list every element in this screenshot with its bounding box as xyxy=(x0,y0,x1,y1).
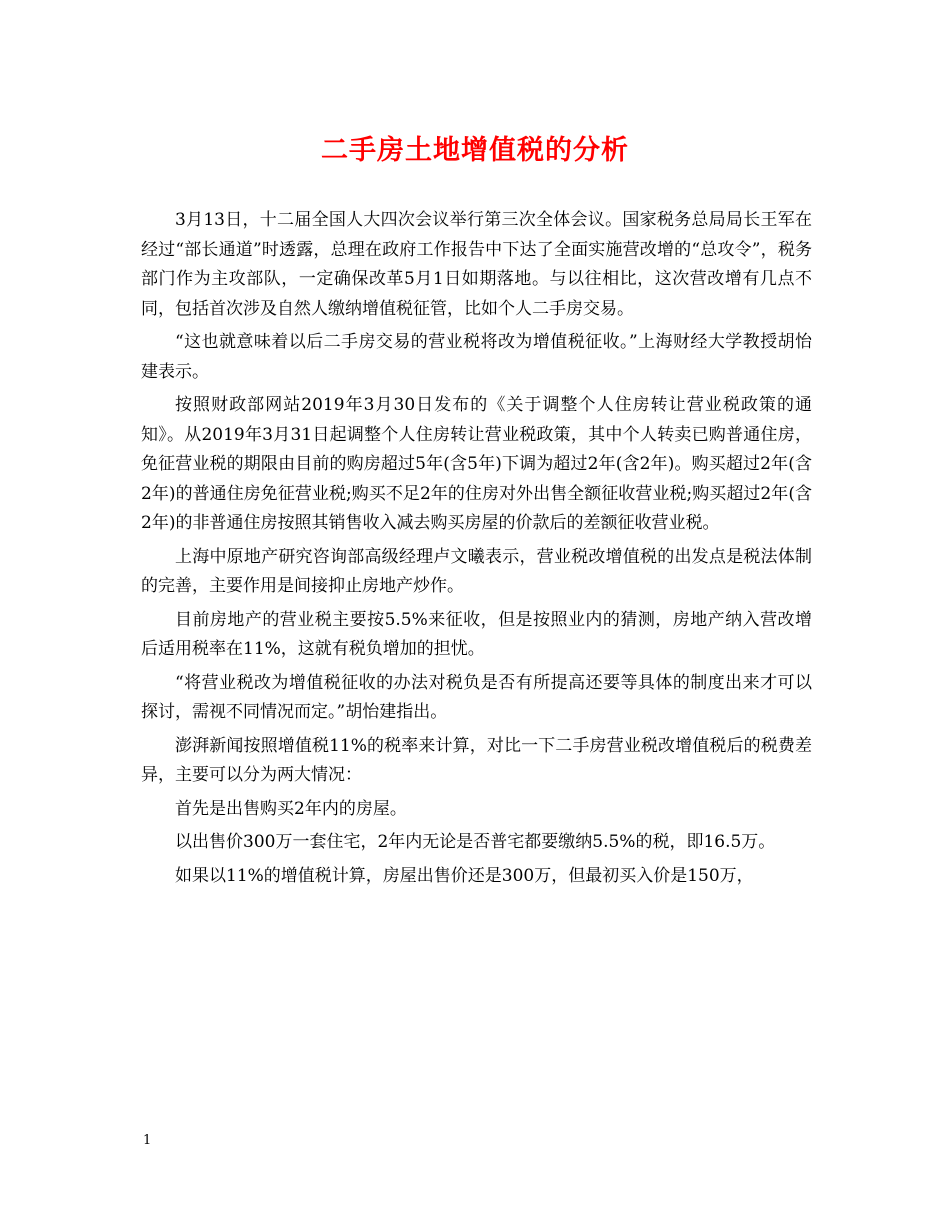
paragraph: 以出售价300万一套住宅，2年内无论是否普宅都要缴纳5.5%的税，即16.5万。 xyxy=(175,832,776,852)
document-body xyxy=(141,206,812,895)
page-number: 1 xyxy=(143,1133,152,1148)
paragraph: 目前房地产的营业税主要按5.5%来征收，但是按照业内的猜测，房地产纳入营改增后适用税率在11%，这就有税负增加的担忧。 xyxy=(141,609,812,659)
paragraph: “这也就意味着以后二手房交易的营业税将改为增值税征收。”上海财经大学教授胡怡建表示。 xyxy=(141,332,812,382)
paragraph: 如果以11%的增值税计算，房屋出售价还是300万，但最初买入价是150万， xyxy=(175,865,754,886)
paragraph: 首先是出售购买2年内的房屋。 xyxy=(175,798,407,819)
paragraph: “将营业税改为增值税征收的办法对税负是否有所提高还要等具体的制度出来才可以探讨，需视不同情况而定。”胡怡建指出。 xyxy=(141,672,812,722)
paragraph: 上海中原地产研究咨询部高级经理卢文曦表示，营业税改增值税的出发点是税法体制的完善，主要作用是间接抑止房地产炒作。 xyxy=(141,546,812,596)
paragraph: 3月13日，十二届全国人大四次会议举行第三次全体会议。国家税务总局局长王军在经过“部长通道”时透露，总理在政府工作报告中下达了全面实施营改增的“总攻令”，税务部门作为主攻部队，一定确保改革5月1日如期落地。与以往相比，这次营改增有几点不同，包括首次涉及自然人缴纳增值税征管，比如个人二手房交易。 xyxy=(141,210,812,319)
paragraph: 澎湃新闻按照增值税11%的税率来计算，对比一下二手房营业税改增值税后的税费差异，主要可以分为两大情况： xyxy=(141,735,812,785)
page-title: 二手房土地增值税的分析 xyxy=(321,135,629,166)
paragraph: 按照财政部网站2019年3月30日发布的《关于调整个人住房转让营业税政策的通知》。从2019年3月31日起调整个人住房转让营业税政策，其中个人转卖已购普通住房，免征营业税的期限由目前的购房超过5年(含5年)下调为超过2年(含2年)。购买超过2年(含2年)的普通住房免征营业税;购买不足2年的住房对外出售全额征收营业税;购买超过2年(含2年)的非普通住房按照其销售收入减去购买房屋的价款后的差额征收营业税。 xyxy=(141,395,812,533)
